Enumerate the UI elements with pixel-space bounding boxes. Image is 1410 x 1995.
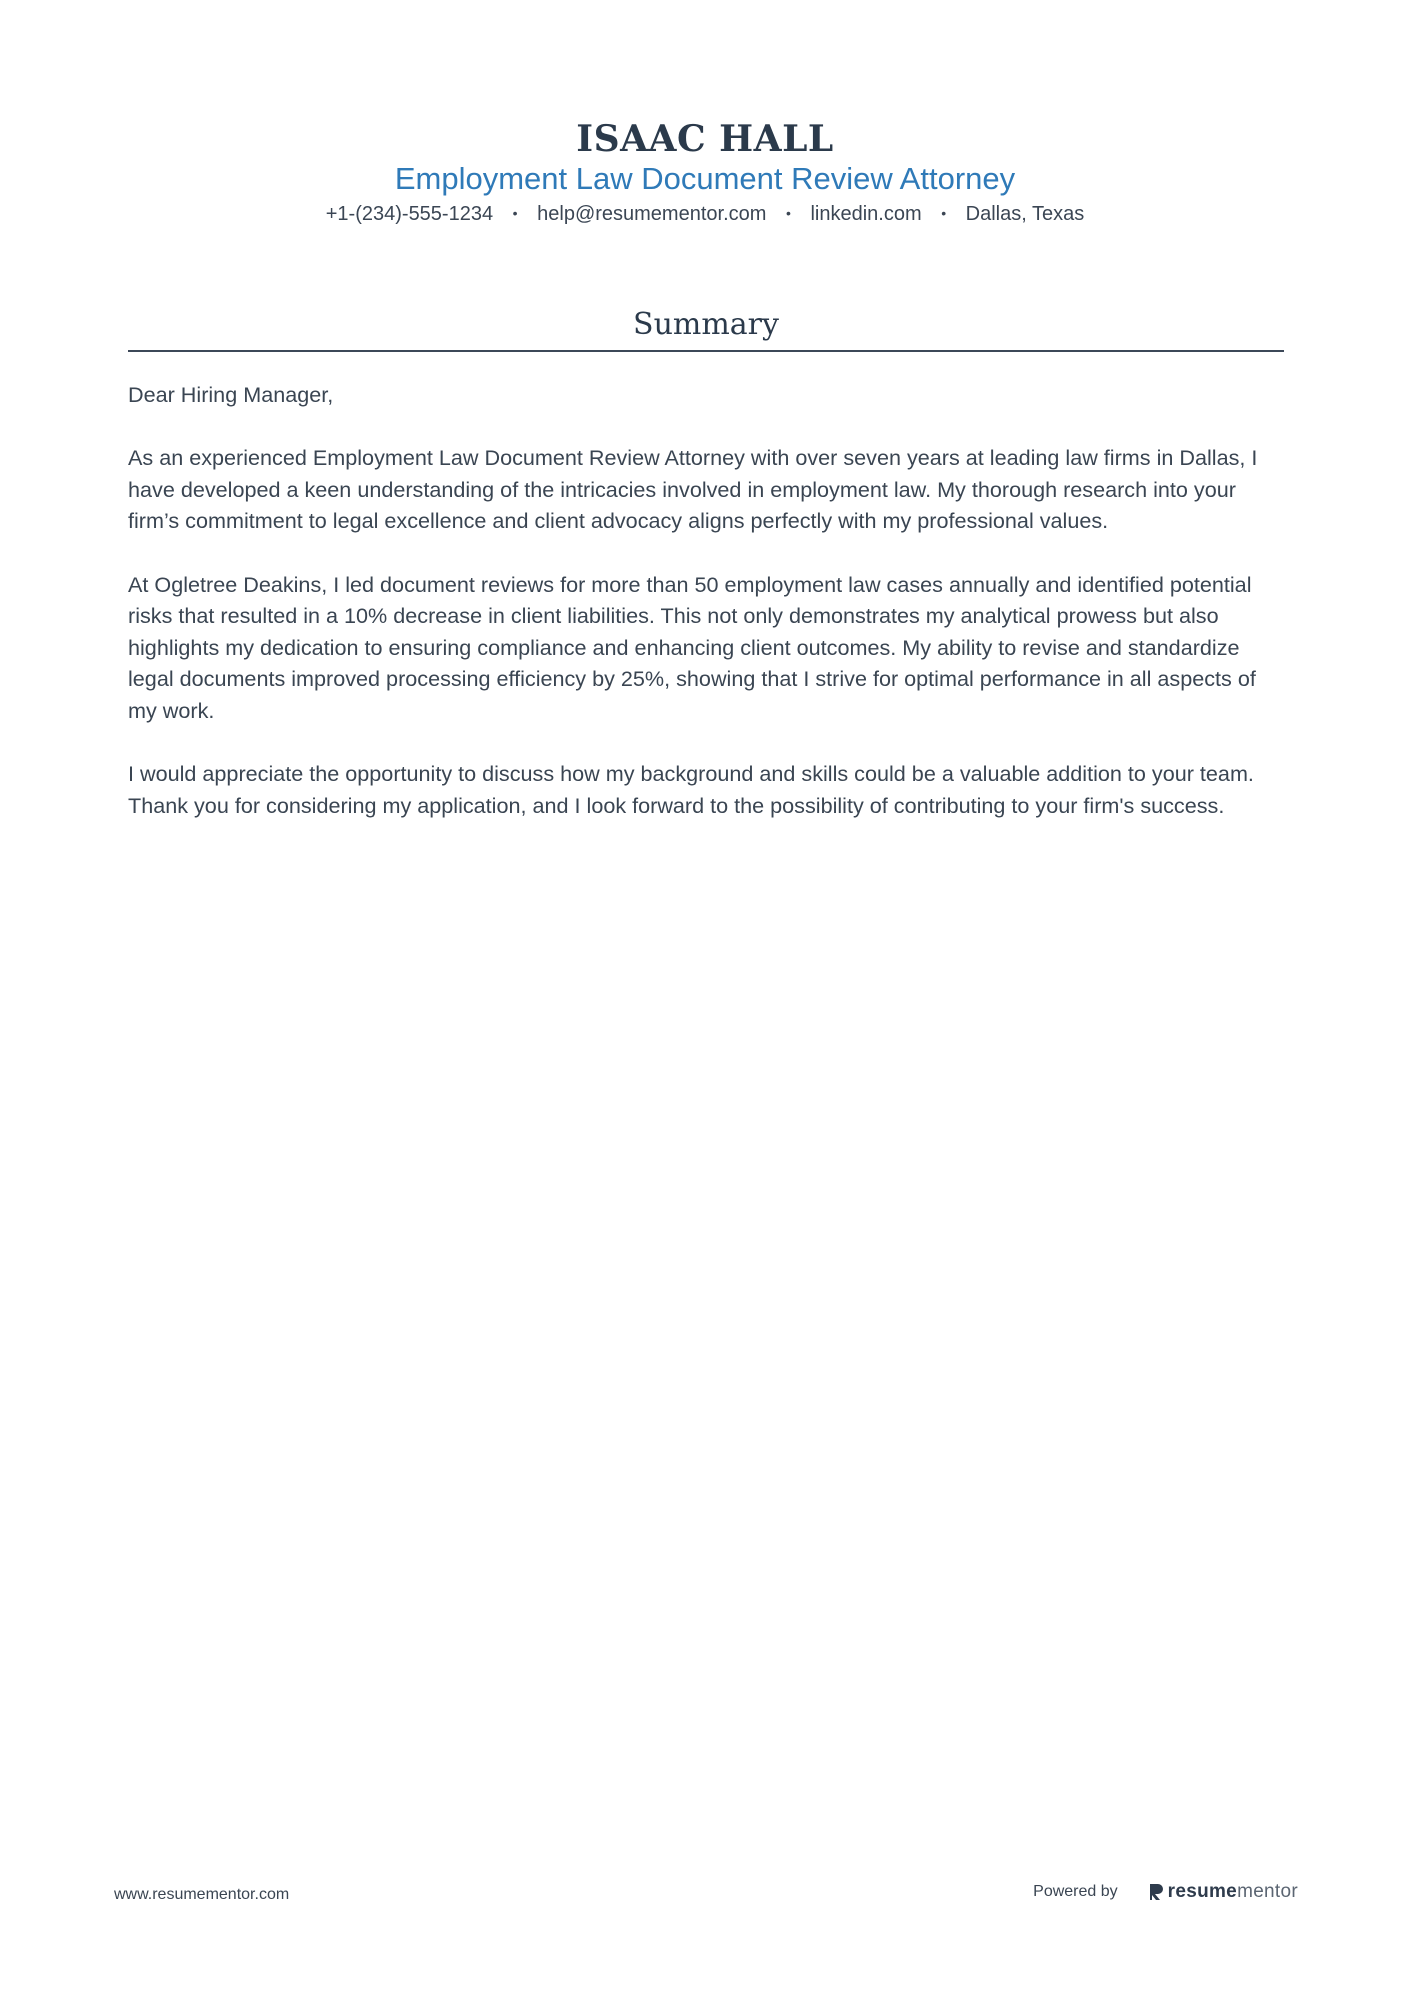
resumementor-logo-icon <box>1148 1882 1164 1902</box>
brand-name-part2: mentor <box>1237 1881 1298 1902</box>
paragraph-closing: I would appreciate the opportunity to discuss how my background and skills could be a valuable addition to your team. Thank you for considering my application, and I look forward to the possibility of contributing to your firm's success. <box>128 761 1254 818</box>
brand-logo <box>1148 1881 1298 1903</box>
letter-body <box>128 379 1284 853</box>
bullet-separator: • <box>512 205 518 221</box>
location: Dallas, Texas <box>965 203 1085 225</box>
greeting: Dear Hiring Manager, <box>128 382 334 407</box>
footer-website: www.resumementor.com <box>114 1886 290 1903</box>
candidate-name: ISAAC HALL <box>576 118 834 160</box>
bullet-separator: • <box>941 205 947 221</box>
paragraph-intro: As an experienced Employment Law Document Review Attorney with over seven years at leading law firms in Dallas, I have developed a keen understanding of the intricacies involved in employment law. My thorough research into your firm’s commitment to legal excellence and client advocacy aligns perfectly with my professional values. <box>128 445 1258 534</box>
job-title: Employment Law Document Review Attorney <box>394 161 1016 196</box>
footer-branding <box>1033 1881 1298 1903</box>
bullet-separator: • <box>785 205 791 221</box>
brand-name-part1: resume <box>1167 1881 1238 1902</box>
email: help@resumementor.com <box>537 203 767 225</box>
section-title-summary: Summary <box>633 307 779 342</box>
linkedin: linkedin.com <box>810 203 922 225</box>
contact-line <box>0 200 1410 227</box>
powered-by-label: Powered by <box>1033 1883 1118 1900</box>
section-divider <box>128 350 1284 352</box>
phone: +1-(234)-555-1234 <box>325 203 494 225</box>
header <box>0 118 1410 227</box>
paragraph-experience: At Ogletree Deakins, I led document reviews for more than 50 employment law cases annually and identified potential risks that resulted in a 10% decrease in client liabilities. This not only demonstrates my analytical prowess but also highlights my dedication to ensuring compliance and enhancing client outcomes. My ability to revise and standardize legal documents improved processing efficiency by 25%, showing that I strive for optimal performance in all aspects of my work. <box>128 571 1256 723</box>
